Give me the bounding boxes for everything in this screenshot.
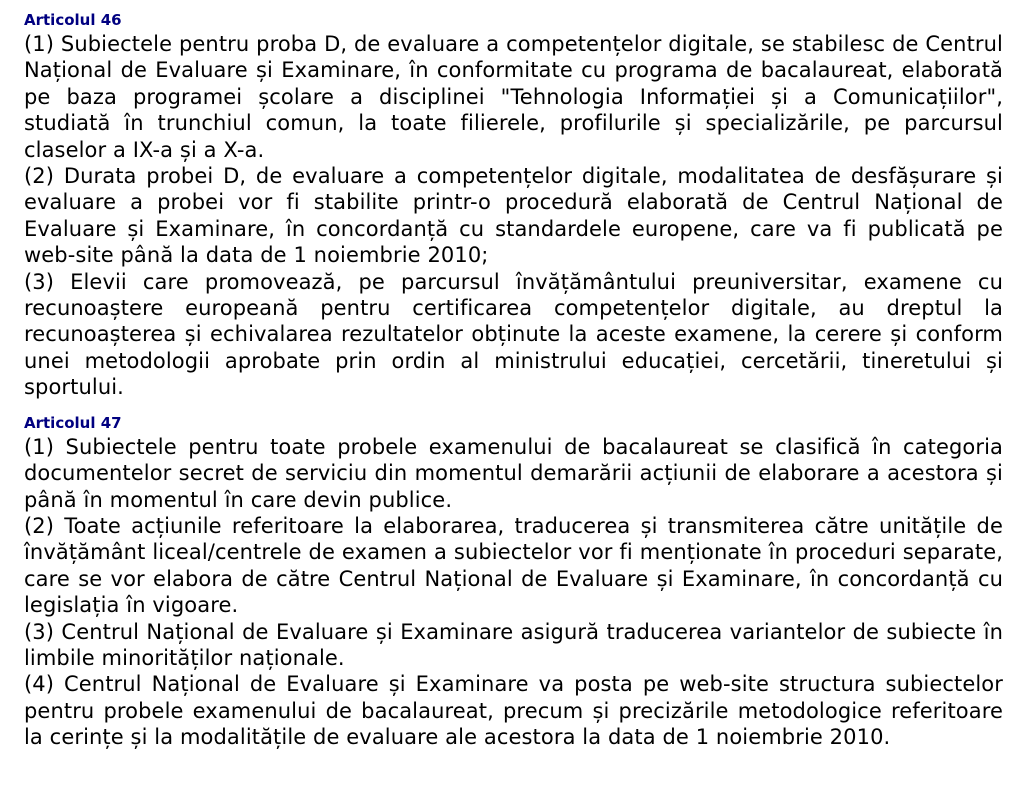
article-47-paragraph-1: (1) Subiectele pentru toate probele examenului de bacalaureat se clasifică în categoria documentelor secret de serviciu din momentul demarării acțiunii de elaborare a acestora și până în momentul în care devin publice. <box>24 434 1003 512</box>
article-47-paragraph-2: (2) Toate acțiunile referitoare la elaborarea, traducerea și transmiterea către unitățile de învățământ liceal/centrele de examen a subiectelor vor fi menționate în proceduri separate, care se vor elabora de către Centrul Național de Evaluare și Examinare, în concordanță cu legislația în vigoare. <box>24 513 1003 618</box>
article-46-paragraph-2: (2) Durata probei D, de evaluare a competențelor digitale, modalitatea de desfășurare și evaluare a probei vor fi stabilite printr-o procedură elaborată de Centrul Național de Evaluare și Examinare, în concordanță cu standardele europene, care va fi publicată pe web-site până la data de 1 noiembrie 2010; <box>24 164 1003 268</box>
document-body <box>24 10 1003 751</box>
article-title: Articolul 46 <box>24 11 122 29</box>
article-46-paragraph-3: (3) Elevii care promovează, pe parcursul învățământului preuniversitar, examene cu recunoaștere europeană pentru certificarea competențelor digitale, au dreptul la recunoașterea și echivalarea rezultatelor obținute la aceste examene, la cerere și conform unei metodologii aprobate prin ordin al ministrului educației, cercetării, tineretului și sportului. <box>24 269 1003 400</box>
article-47 <box>24 413 1003 751</box>
article-47-paragraph-4: (4) Centrul Național de Evaluare și Examinare va posta pe web-site structura subiectelor pentru probele examenului de bacalaureat, precum și precizările metodologice referitoare la cerințe și la modalitățile de evaluare ale acestora la data de 1 noiembrie 2010. <box>24 672 1003 750</box>
article-46 <box>24 10 1003 401</box>
article-46-paragraph-1: (1) Subiectele pentru proba D, de evaluare a competențelor digitale, se stabilesc de Centrul Național de Evaluare și Examinare, în conformitate cu programa de bacalaureat, elaborată pe baza programei școlare a disciplinei "Tehnologia Informației și a Comunicațiilor", studiată în trunchiul comun, la toate filierele, profilurile și specializările, pe parcursul claselor a IX-a și a X-a. <box>24 32 1003 162</box>
article-47-paragraph-3: (3) Centrul Național de Evaluare și Examinare asigură traducerea variantelor de subiecte în limbile minorităților naționale. <box>24 619 1003 670</box>
article-title: Articolul 47 <box>24 413 122 432</box>
